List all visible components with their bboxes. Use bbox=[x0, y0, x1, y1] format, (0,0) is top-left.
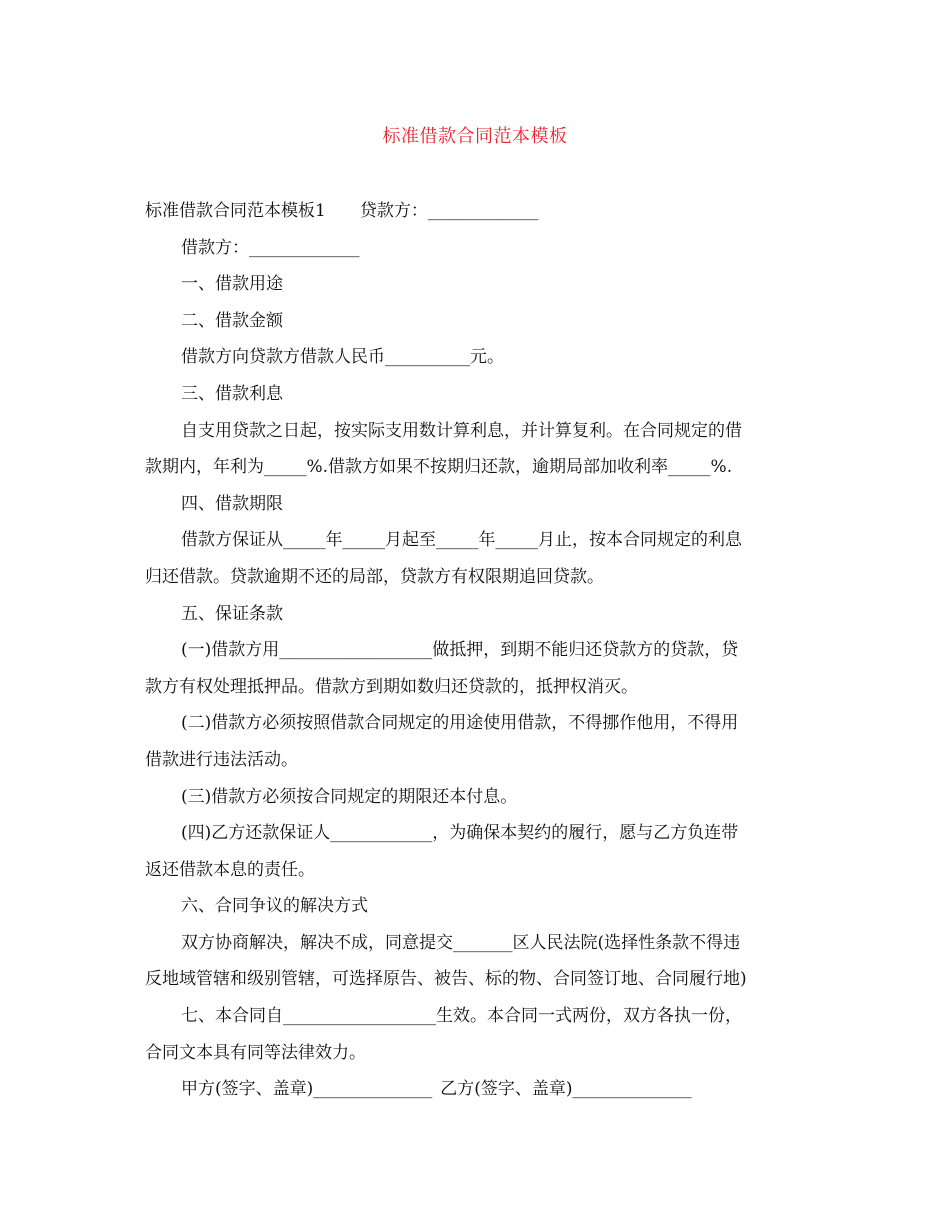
paragraph-line: (三)借款方必须按合同规定的期限还本付息。 bbox=[181, 786, 518, 807]
paragraph-line: 归还借款。贷款逾期不还的局部，贷款方有权限期追回贷款。 bbox=[145, 566, 604, 587]
section-heading-7: 七、本合同自__________________生效。本合同一式两份，双方各执一份， bbox=[181, 1006, 742, 1027]
paragraph-line: 借款方保证从_____年_____月起至_____年_____月止，按本合同规定的利息 bbox=[181, 530, 742, 551]
lender-field: 贷款方：_____________ bbox=[359, 201, 539, 221]
paragraph-line: (二)借款方必须按照借款合同规定的用途使用借款，不得挪作他用，不得用 bbox=[181, 713, 739, 734]
document-body bbox=[145, 193, 805, 1108]
paragraph-line: 借款进行违法活动。 bbox=[145, 749, 298, 770]
paragraph-line: 款方有权处理抵押品。借款方到期如数归还贷款的，抵押权消灭。 bbox=[145, 676, 638, 697]
section-heading-6: 六、合同争议的解决方式 bbox=[181, 896, 368, 917]
section-heading-5: 五、保证条款 bbox=[181, 603, 283, 624]
paragraph-line: 返还借款本息的责任。 bbox=[145, 859, 315, 880]
party-b-signature: 乙方(签字、盖章)______________ bbox=[440, 1079, 692, 1100]
section-heading-1: 一、借款用途 bbox=[181, 274, 283, 295]
paragraph-line: 双方协商解决，解决不成，同意提交_______区人民法院(选择性条款不得违 bbox=[181, 932, 741, 953]
paragraph-line: (一)借款方用__________________做抵押，到期不能归还贷款方的贷款，贷 bbox=[181, 640, 739, 661]
paragraph-line: 款期内，年利为_____%.借款方如果不按期归还款，逾期局部加收利率_____%. bbox=[145, 457, 733, 478]
party-a-signature: 甲方(签字、盖章)______________ bbox=[181, 1079, 433, 1100]
template-label: 标准借款合同范本模板1 bbox=[145, 201, 326, 221]
signature-line bbox=[145, 1071, 805, 1108]
section-heading-2: 二、借款金额 bbox=[181, 310, 283, 331]
paragraph-line: 反地域管辖和级别管辖，可选择原告、被告、标的物、合同签订地、合同履行地) bbox=[145, 969, 747, 990]
paragraph-line: (四)乙方还款保证人____________，为确保本契约的履行，愿与乙方负连带 bbox=[181, 823, 739, 844]
header-line bbox=[145, 193, 805, 230]
section-heading-3: 三、借款利息 bbox=[181, 383, 283, 404]
paragraph-line: 合同文本具有同等法律效力。 bbox=[145, 1042, 366, 1063]
document-title: 标准借款合同范本模板 bbox=[382, 126, 568, 147]
paragraph-line: 借款方向贷款方借款人民币__________元。 bbox=[181, 347, 504, 368]
section-heading-4: 四、借款期限 bbox=[181, 493, 283, 514]
paragraph-line: 自支用贷款之日起，按实际支用数计算利息，并计算复利。在合同规定的借 bbox=[181, 420, 742, 441]
borrower-line: 借款方：_____________ bbox=[181, 237, 360, 258]
